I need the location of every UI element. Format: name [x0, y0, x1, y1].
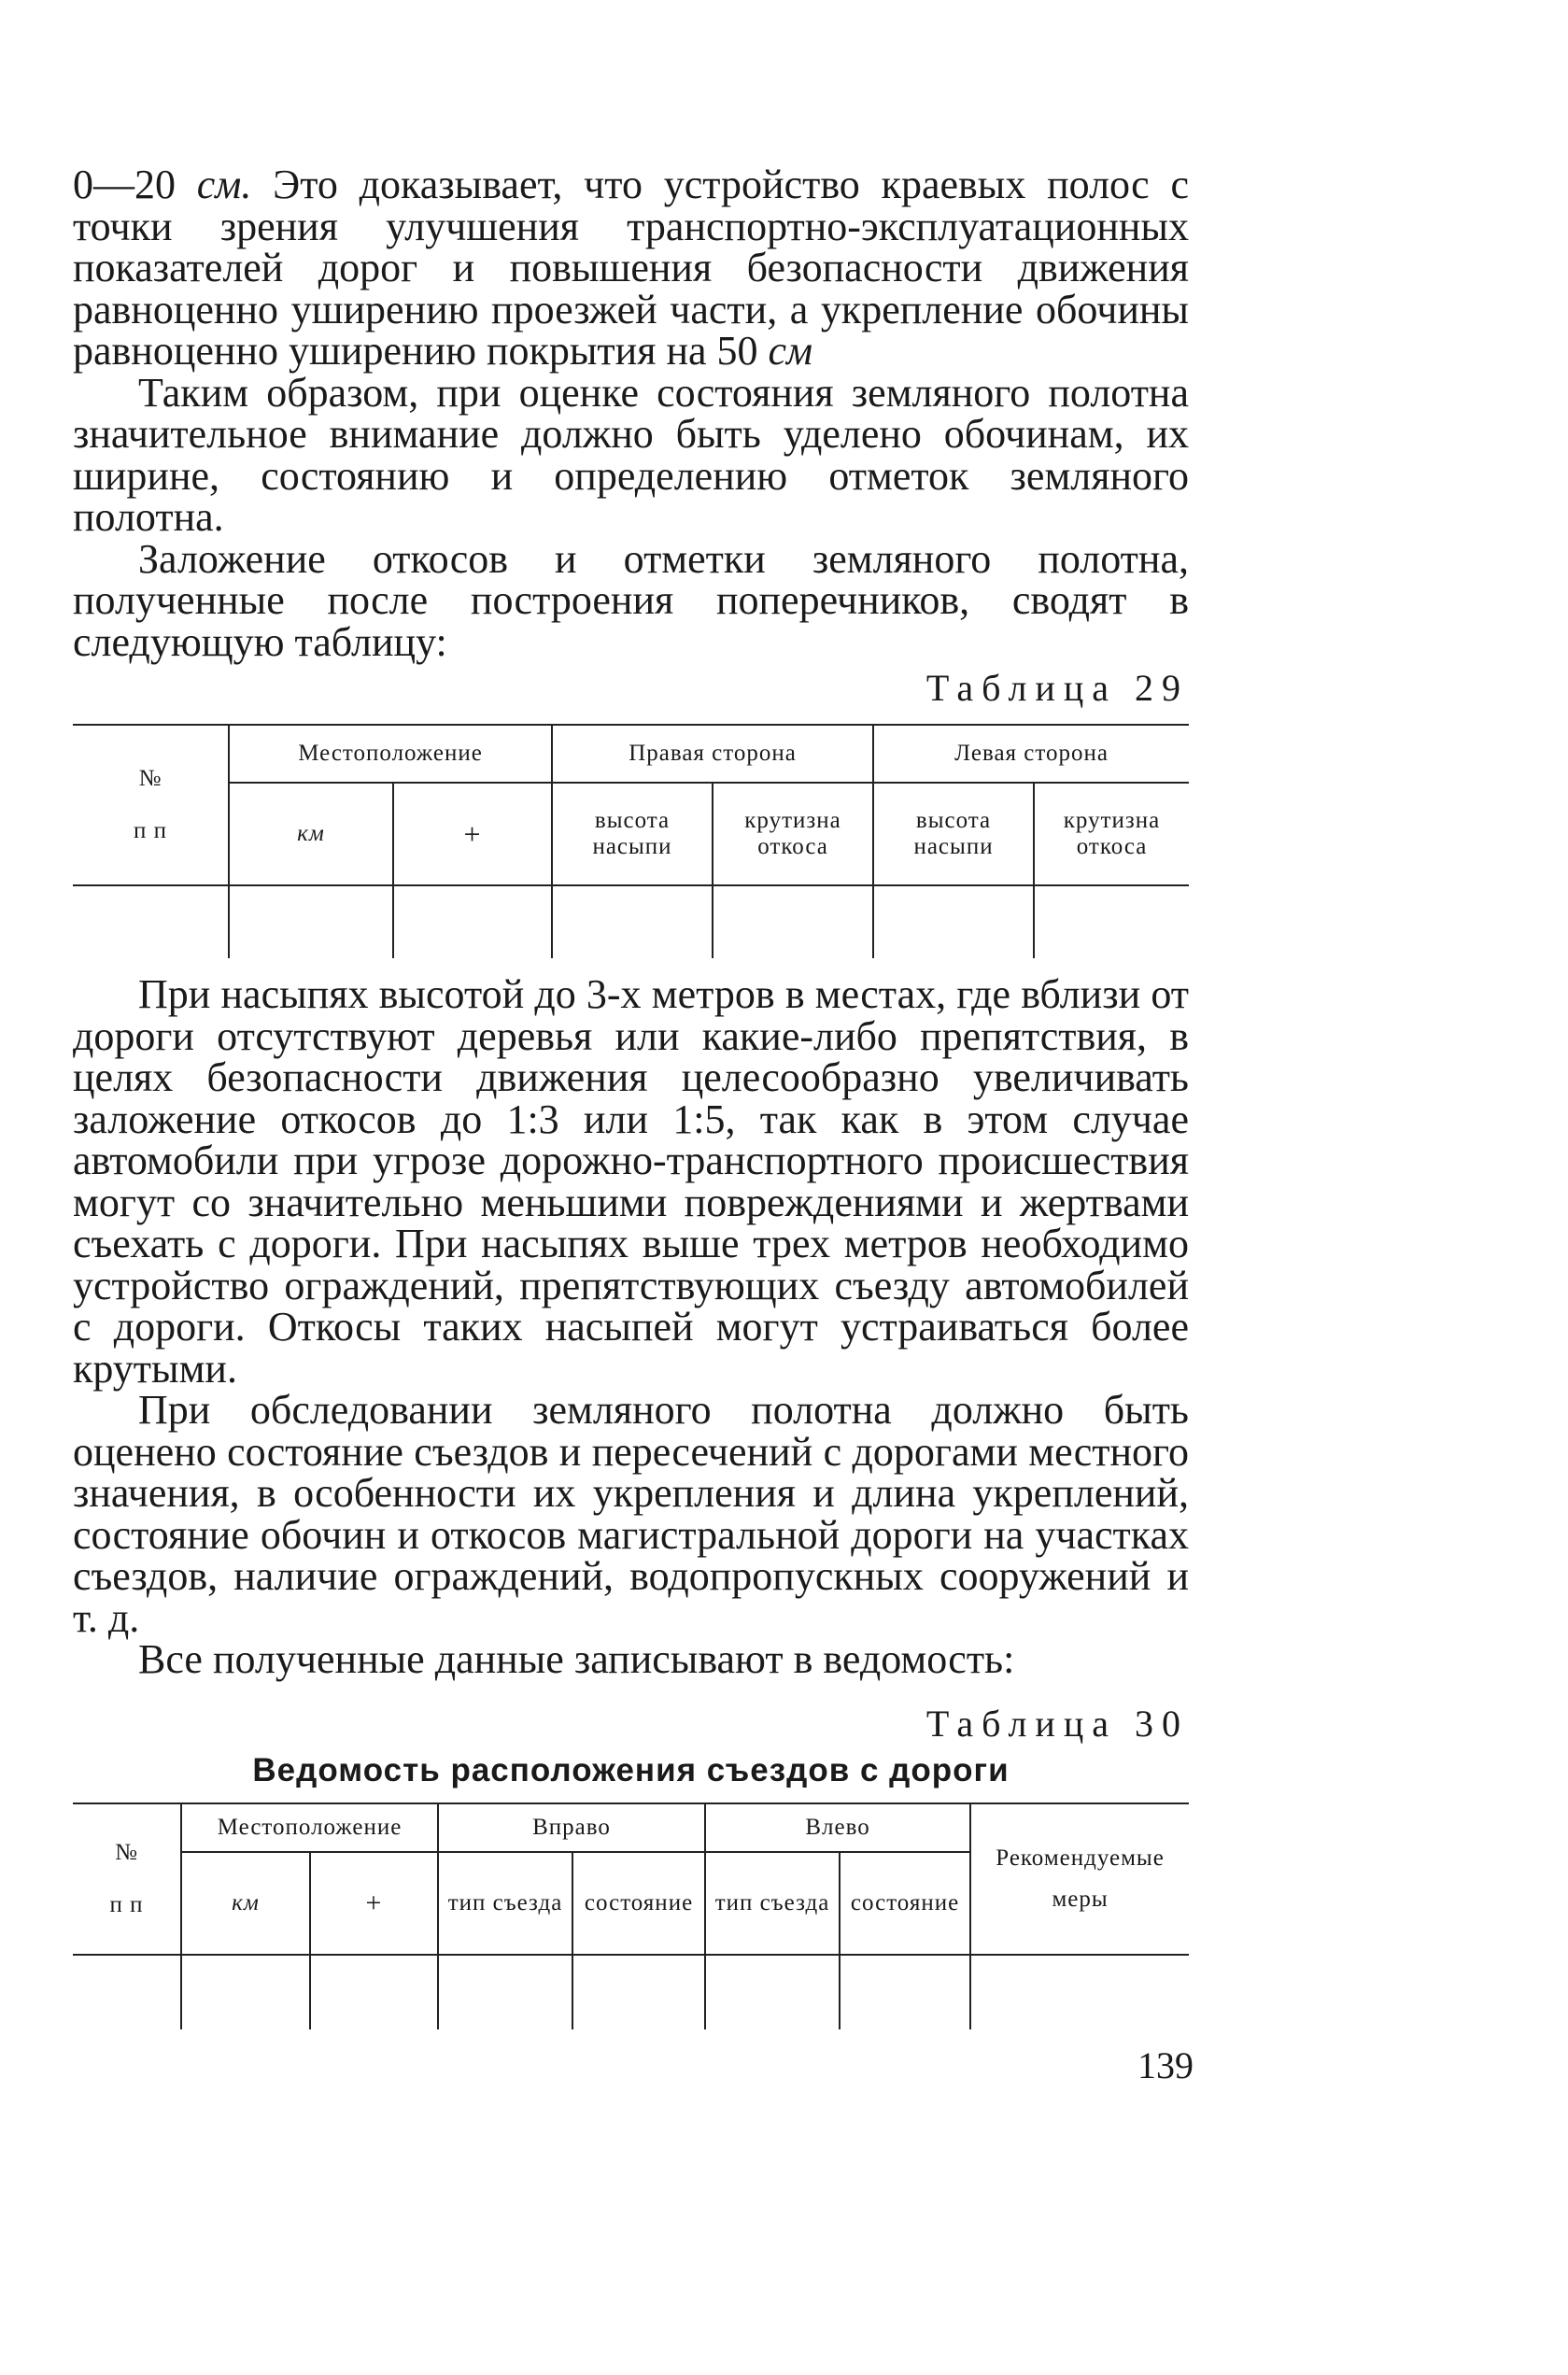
- t29-num-label2: п п: [133, 818, 167, 843]
- t30-num-label2: п п: [109, 1892, 144, 1917]
- p1-unit2: см: [768, 328, 813, 374]
- t29-group-right: Правая сторона: [552, 725, 873, 783]
- t29-km-label: км: [297, 821, 325, 846]
- table29-caption: Таблица 29: [925, 667, 1189, 709]
- t29-group-location: Местоположение: [229, 725, 552, 783]
- t29-sub-slope-right: крутизна откоса: [713, 783, 873, 885]
- t29-num-label: №: [138, 766, 162, 791]
- paragraph-2: Таким образом, при оценке состояния земляного полотна значительное внимание должно быть уделено обочинам, их ширине, состоянию и определению отметок земляного полотна.: [73, 369, 1189, 540]
- t29-sub-plus: +: [393, 783, 552, 885]
- text-block-top: [73, 164, 1189, 663]
- t30-group-right: Вправо: [438, 1803, 705, 1852]
- t29-sub-slope-left: крутизна откоса: [1034, 783, 1189, 885]
- t29-empty-row: [73, 885, 1189, 958]
- t29-sub-height-right: высота насыпи: [552, 783, 713, 885]
- t30-km-label: км: [232, 1890, 260, 1916]
- page-number: 139: [1137, 2044, 1194, 2086]
- t30-group-left: Влево: [705, 1803, 970, 1852]
- paragraph-5: При обследовании земляного полотна должно быть оценено состояние съездов и пересечений с дорогами местного значения, в особенности их укрепления и длина укреплений, состояние обочин и откосов магистральной дороги на участках съездов, наличие ограждений, водопропускных сооружений и т. д.: [73, 1387, 1189, 1641]
- t30-sub-type-left: тип съезда: [705, 1852, 840, 1955]
- table30-title: Ведомость расположения съездов с дороги: [252, 1752, 1010, 1788]
- table29: [73, 724, 1189, 958]
- p1-text: Это доказывает, что устройство краевых полос с точки зрения улучшения транспортно-эксплуатационных показателей дорог и повышения безопасности движения равноценно уширению проезжей части, а укрепление обочины равноценно уширению покрытия на 50: [73, 162, 1189, 374]
- text-block-middle: [73, 971, 1189, 1682]
- t30-empty-row: [73, 1955, 1189, 2029]
- t30-sub-km: [181, 1852, 310, 1955]
- t30-sub-state-right: состояние: [572, 1852, 705, 1955]
- t29-sub-km: [229, 783, 393, 885]
- t30-group-location: Местоположение: [181, 1803, 438, 1852]
- p1-prefix: 0—20: [73, 162, 197, 207]
- t29-sub-height-left: высота насыпи: [873, 783, 1034, 885]
- paragraph-3: Заложение откосов и отметки земляного полотна, полученные после построения поперечников, сводят в следующую таблицу:: [73, 535, 1189, 665]
- paragraph-4: При насыпях высотой до 3-х метров в местах, где вблизи от дороги отсутствуют деревья или какие-либо препятствия, в целях безопасности движения целесообразно увеличивать заложение откосов до 1:3 или 1:5, так как в этом случае автомобили при угрозе дорожно-транспортного происшествия могут со значительно меньшими повреждениями и жертвами съехать с дороги. При насыпях выше трех метров необходимо устройство ограждений, препятствующих съезду автомобилей с дороги. Откосы таких насыпей могут устраиваться более крутыми.: [73, 971, 1189, 1392]
- t30-sub-type-right: тип съезда: [438, 1852, 572, 1955]
- p1-unit: см.: [196, 162, 252, 207]
- table30-caption: Таблица 30: [925, 1703, 1189, 1745]
- t30-num-label: №: [115, 1840, 138, 1865]
- t30-col-recommend: Рекомендуемые меры: [970, 1803, 1189, 1955]
- t30-sub-plus: +: [310, 1852, 438, 1955]
- t29-col-num: [73, 725, 229, 885]
- paragraph-1: [73, 164, 1189, 373]
- t29-group-left: Левая сторона: [873, 725, 1189, 783]
- table30: [73, 1802, 1189, 2029]
- t30-sub-state-left: состояние: [840, 1852, 970, 1955]
- t30-col-num: [73, 1803, 181, 1955]
- paragraph-6: Все полученные данные записывают в ведомость:: [138, 1636, 1015, 1682]
